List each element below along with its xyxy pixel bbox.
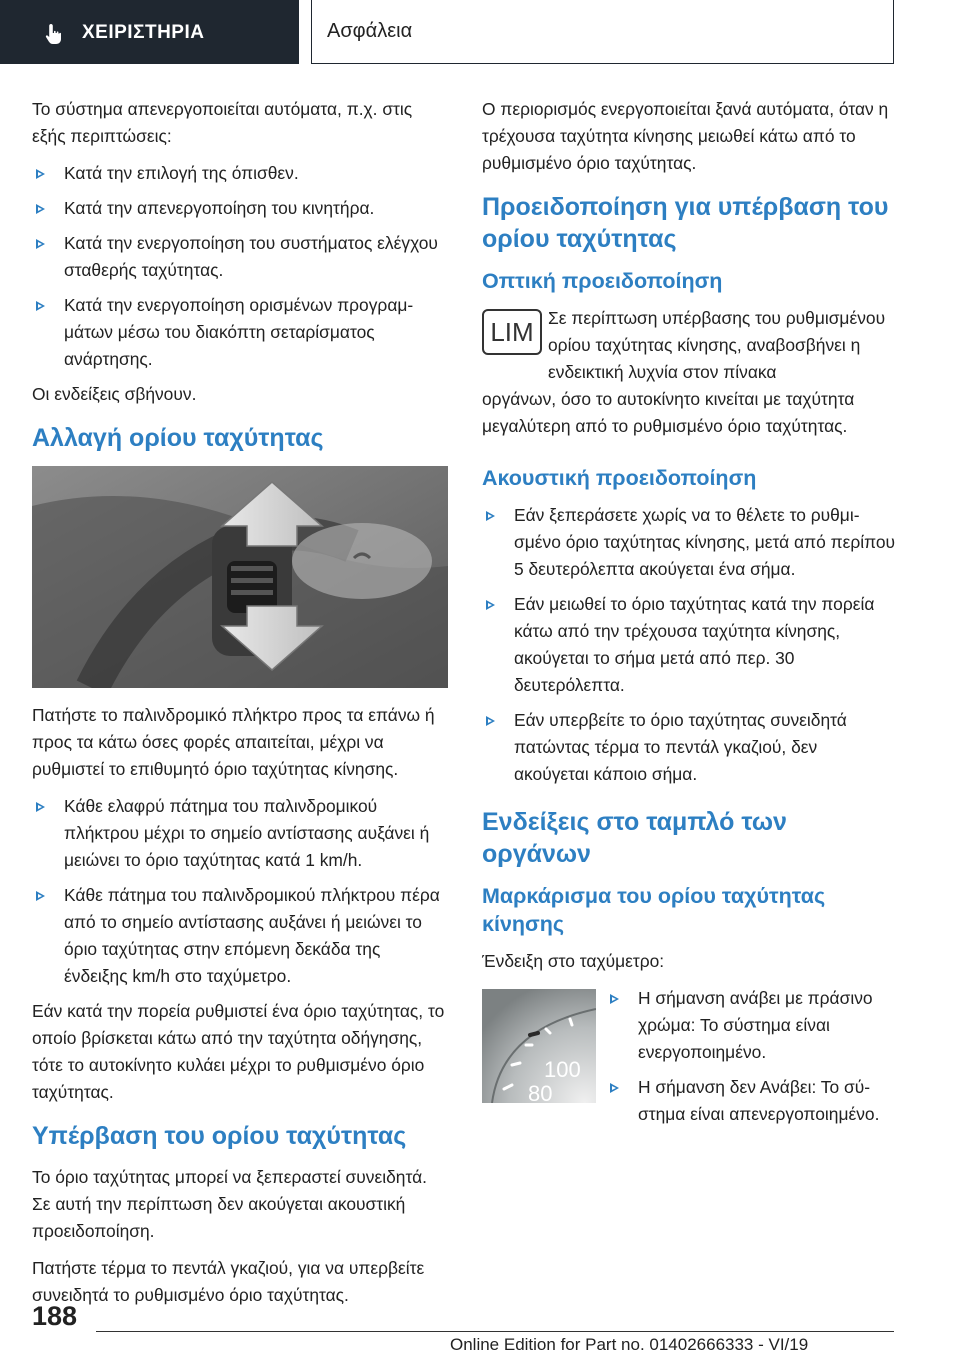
speedo-label: Ένδειξη στο ταχύμετρο: [482, 951, 665, 971]
left-column [32, 96, 448, 1319]
deactivation-cases [32, 160, 448, 373]
triangle-bullet-icon [486, 600, 495, 610]
section-tab-label: ΧΕΙΡΙΣΤΗΡΙΑ [82, 22, 205, 43]
manual-section-tab [0, 0, 299, 64]
cluster-heading: Ενδείξεις στο ταμπλό των οργάνων [482, 808, 787, 868]
footer-divider [96, 1331, 894, 1332]
optical-warning-heading: Οπτική προειδοποίηση [482, 269, 723, 293]
speedo-number: 80 [528, 1081, 553, 1103]
optical-text-first: Σε περίπτωση υπέρβασης του ρυθμισμένου ορίου ταχύτητας κίνησης, αναβοσβήνει η ενδεικτική λυχνία στον πίνακα [548, 308, 886, 382]
intro-text: Το σύστημα απενεργοποιείται αυτόματα, π.χ. στις εξής περιπτώσεις: [32, 99, 413, 146]
list-item: Εάν μειωθεί το όριο ταχύτητας κατά την πορεία κάτω από την τρέχουσα ταχύτητα κίνησης, ακούγεται το σήμα μετά από περ. 30 δευτερόλεπτα. [482, 591, 896, 699]
list-item: Κατά την απενεργοποίηση του κινητήρα. [32, 195, 448, 222]
page-number: 188 [32, 1301, 78, 1331]
change-limit-heading: Αλλαγή ορίου ταχύτητας [32, 424, 324, 452]
kickdown-text: Πατήστε τέρμα το πεντάλ γκαζιού, για να υπερβείτε συνειδητά το ρυθμισμένο όριο ταχύτητας. [32, 1258, 425, 1305]
pointing-hand-icon [42, 22, 66, 46]
chapter-title: Ασφάλεια [327, 20, 413, 42]
list-item: Κατά την επιλογή της όπισθεν. [32, 160, 448, 187]
triangle-bullet-icon [36, 204, 45, 214]
triangle-bullet-icon [486, 511, 495, 521]
press-bullets [32, 793, 448, 990]
list-item: Κάθε ελαφρύ πάτημα του παλινδρομικού πλήκτρου μέχρι το σημείο αντίστασης αυξάνει ή μειώνει το όριο ταχύτητας κατά 1 km/h. [32, 793, 448, 874]
triangle-bullet-icon [36, 301, 45, 311]
acoustic-warning-heading: Ακουστική προειδοποίηση [482, 466, 757, 490]
list-item: Εάν υπερβείτε το όριο ταχύτητας συνειδητά πατώντας τέρμα το πεντάλ γκαζιού, δεν ακούγεται κάποιο σήμα. [482, 707, 896, 788]
steering-wheel-rocker-illustration [32, 466, 448, 688]
acoustic-bullets [482, 502, 896, 788]
optical-text-rest: οργάνων, όσο το αυτοκίνητο κινείται με ταχύτητα μεγαλύτερη από το ρυθμισμένο όριο ταχύτητας. [482, 389, 855, 436]
press-instruction: Πατήστε το παλινδρομικό πλήκτρο προς τα επάνω ή προς τα κάτω όσες φορές απαιτείται, μέχρι να ρυθμιστεί το επιθυμητό όριο ταχύτητας κίνησης. [32, 705, 435, 779]
list-item: Κάθε πάτημα του παλινδρομικού πλήκτρου πέρα από το σημείο αντίστασης αυξάνει ή μειώνει το όριο ταχύτητας στην επόμενη δεκάδα της ένδειξης km/h στο ταχύμετρο. [32, 882, 448, 990]
list-item: Η σήμανση δεν Ανάβει: Το σύστημα είναι απενεργοποιημένο. [606, 1074, 896, 1128]
triangle-bullet-icon [36, 891, 45, 901]
edition-info: Online Edition for Part no. 01402666333 - VI/19 [450, 1335, 809, 1354]
chapter-header [311, 0, 894, 64]
list-item: Η σήμανση ανάβει με πράσινο χρώμα: Το σύστημα είναι ενεργοποιημένο. [606, 985, 896, 1066]
lim-indicator-icon: LIM [482, 309, 542, 355]
speedometer-illustration [482, 989, 596, 1103]
triangle-bullet-icon [36, 169, 45, 179]
below-limit-text: Εάν κατά την πορεία ρυθμιστεί ένα όριο ταχύτητας, το οποίο βρίσκεται κάτω από την ταχύτητα οδήγησης, τότε το αυτοκίνητο κυλάει μέχρι το ρυθμισμένο όριο ταχύτητας. [32, 1001, 445, 1102]
exceed-limit-heading: Υπέρβαση του ορίου ταχύτητας [32, 1122, 407, 1150]
list-item: Κατά την ενεργοποίηση ορισμένων προγραμμάτων μέσω του διακόπτη σεταρίσματος ανάρτησης. [32, 292, 448, 373]
marker-heading: Μαρκάρισμα του ορίου ταχύτητας κίνησης [482, 884, 826, 936]
triangle-bullet-icon [36, 239, 45, 249]
triangle-bullet-icon [36, 802, 45, 812]
list-item: Εάν ξεπεράσετε χωρίς να το θέλετε το ρυθμισμένο όριο ταχύτητας κίνησης, μετά από περίπου 5 δευτερόλεπτα ακούγεται ένα σήμα. [482, 502, 896, 583]
reactivate-text: Ο περιορισμός ενεργοποιείται ξανά αυτόματα, όταν η τρέχουσα ταχύτητα κίνησης μειωθεί κάτω από το ρυθμισμένο όριο ταχύτητας. [482, 99, 889, 173]
triangle-bullet-icon [610, 1083, 619, 1093]
list-item: Κατά την ενεργοποίηση του συστήματος ελέγχου σταθερής ταχύτητας. [32, 230, 448, 284]
right-column [482, 96, 896, 1136]
triangle-bullet-icon [486, 716, 495, 726]
speedo-block [482, 985, 896, 1128]
triangle-bullet-icon [610, 994, 619, 1004]
warning-heading: Προειδοποίηση για υπέρβαση του ορίου ταχύτητας [482, 193, 889, 253]
speedo-number: 100 [544, 1057, 581, 1082]
optical-warning-block [482, 305, 896, 440]
exceed-text: Το όριο ταχύτητας μπορεί να ξεπεραστεί συνειδητά. Σε αυτή την περίπτωση δεν ακούγεται ακουστική προειδοποίηση. [32, 1167, 427, 1241]
indicators-off-text: Οι ενδείξεις σβήνουν. [32, 384, 197, 404]
